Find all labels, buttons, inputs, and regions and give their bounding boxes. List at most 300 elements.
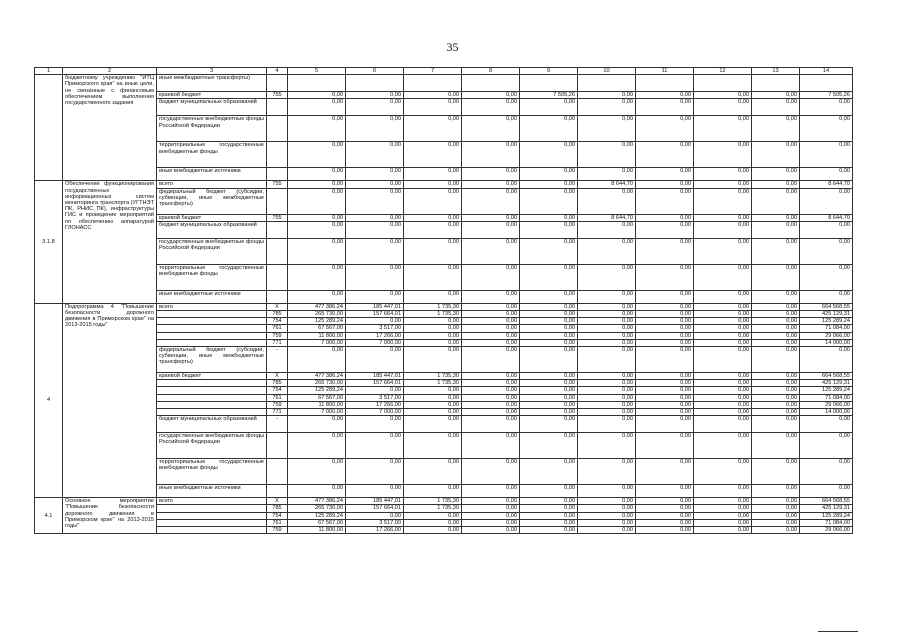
table-row (35, 332, 853, 339)
value-cell: 0,00 (636, 99, 694, 116)
table-row (35, 290, 853, 303)
value-cell: 664 568,55 (800, 373, 853, 380)
funding-source (157, 527, 267, 534)
value-cell: 0,00 (578, 347, 636, 373)
budget-code: - (267, 416, 288, 433)
header-cell: 8 (462, 68, 520, 75)
header-cell: 4 (267, 68, 288, 75)
value-cell: 0,00 (404, 238, 462, 264)
value-cell: 0,00 (462, 264, 520, 290)
value-cell: 125 289,24 (800, 387, 853, 394)
funding-source: краевой бюджет (157, 92, 267, 99)
budget-code: X (267, 373, 288, 380)
value-cell: 0,00 (462, 221, 520, 238)
value-cell: 0,00 (346, 387, 404, 394)
value-cell: 125 289,24 (288, 512, 346, 519)
value-cell: 0,00 (578, 401, 636, 408)
value-cell: 425 129,31 (800, 380, 853, 387)
value-cell: 0,00 (636, 214, 694, 221)
value-cell: 0,00 (404, 318, 462, 325)
value-cell: 125 289,24 (288, 387, 346, 394)
value-cell: 0,00 (636, 142, 694, 168)
value-cell: 0,00 (462, 168, 520, 181)
budget-code (267, 459, 288, 485)
value-cell: 0,00 (346, 416, 404, 433)
value-cell: 0,00 (694, 512, 752, 519)
header-cell: 6 (346, 68, 404, 75)
value-cell: 0,00 (578, 409, 636, 416)
funding-source (157, 519, 267, 526)
value-cell: 0,00 (288, 181, 346, 188)
value-cell: 7 000,00 (288, 409, 346, 416)
value-cell: 0,00 (800, 290, 853, 303)
value-cell: 0,00 (404, 290, 462, 303)
value-cell: 0,00 (520, 416, 578, 433)
value-cell: 11 800,00 (288, 401, 346, 408)
table-row (35, 387, 853, 394)
value-cell: 0,00 (346, 116, 404, 142)
table-row (35, 347, 853, 373)
value-cell: 0,00 (636, 485, 694, 498)
value-cell: 0,00 (752, 290, 800, 303)
value-cell: 0,00 (694, 387, 752, 394)
value-cell: 71 084,00 (800, 394, 853, 401)
budget-code: 761 (267, 325, 288, 332)
value-cell: 0,00 (346, 221, 404, 238)
table-row (35, 485, 853, 498)
value-cell: 0,00 (752, 92, 800, 99)
header-cell: 9 (520, 68, 578, 75)
funding-source: бюджет муниципальных образований (157, 99, 267, 116)
value-cell: 0,00 (404, 92, 462, 99)
value-cell: 0,00 (800, 416, 853, 433)
value-cell: 0,00 (578, 92, 636, 99)
row-number (35, 75, 63, 181)
measure-name: Основное мероприятие "Повышение безопасности дорожного движения в Приморском крае" на 2013-2015 годы" (63, 498, 157, 534)
header-cell: 12 (694, 68, 752, 75)
value-cell: 0,00 (404, 433, 462, 459)
value-cell: 0,00 (752, 519, 800, 526)
value-cell: 0,00 (636, 401, 694, 408)
value-cell: 0,00 (404, 325, 462, 332)
value-cell: 0,00 (636, 394, 694, 401)
value-cell: 0,00 (752, 116, 800, 142)
budget-code: 761 (267, 394, 288, 401)
value-cell: 0,00 (404, 142, 462, 168)
value-cell: 0,00 (578, 512, 636, 519)
value-cell: 0,00 (404, 168, 462, 181)
table-row (35, 380, 853, 387)
value-cell: 0,00 (578, 394, 636, 401)
value-cell: 0,00 (288, 347, 346, 373)
value-cell: 0,00 (694, 380, 752, 387)
value-cell: 0,00 (462, 401, 520, 408)
value-cell: 0,00 (288, 92, 346, 99)
value-cell: 0,00 (636, 168, 694, 181)
value-cell: 0,00 (346, 459, 404, 485)
value-cell: 0,00 (520, 347, 578, 373)
value-cell: 8 644,70 (578, 181, 636, 188)
funding-source (157, 332, 267, 339)
value-cell: 0,00 (346, 318, 404, 325)
budget-code: 754 (267, 512, 288, 519)
value-cell: 0,00 (752, 318, 800, 325)
value-cell: 0,00 (520, 512, 578, 519)
value-cell: 0,00 (636, 433, 694, 459)
value-cell: 0,00 (694, 394, 752, 401)
value-cell: 0,00 (636, 318, 694, 325)
value-cell: 3 517,00 (346, 519, 404, 526)
value-cell: 0,00 (462, 99, 520, 116)
value-cell: 0,00 (752, 188, 800, 214)
value-cell: 0,00 (462, 325, 520, 332)
value-cell: 0,00 (520, 339, 578, 346)
value-cell: 0,00 (462, 290, 520, 303)
value-cell: 0,00 (694, 347, 752, 373)
value-cell: 0,00 (288, 142, 346, 168)
value-cell: 0,00 (636, 181, 694, 188)
value-cell: 0,00 (462, 433, 520, 459)
value-cell: 664 568,55 (800, 498, 853, 505)
value-cell: 0,00 (578, 527, 636, 534)
value-cell: 0,00 (752, 433, 800, 459)
funding-source (157, 318, 267, 325)
table-row (35, 325, 853, 332)
value-cell: 0,00 (694, 519, 752, 526)
value-cell: 125 289,24 (800, 512, 853, 519)
funding-source: всего (157, 498, 267, 505)
value-cell: 0,00 (578, 318, 636, 325)
header-cell: 14 (800, 68, 853, 75)
budget-code (267, 116, 288, 142)
value-cell: 71 084,00 (800, 519, 853, 526)
value-cell: 0,00 (694, 505, 752, 512)
value-cell: 3 517,00 (346, 394, 404, 401)
row-number: 3.1.8 (35, 181, 63, 303)
value-cell: 0,00 (752, 332, 800, 339)
value-cell: 0,00 (752, 181, 800, 188)
funding-source (157, 512, 267, 519)
value-cell: 17 266,00 (346, 332, 404, 339)
value-cell: 0,00 (636, 459, 694, 485)
value-cell: 0,00 (346, 92, 404, 99)
value-cell: 0,00 (462, 142, 520, 168)
budget-code (267, 485, 288, 498)
value-cell (462, 75, 520, 92)
value-cell: 0,00 (694, 433, 752, 459)
value-cell: 0,00 (520, 142, 578, 168)
value-cell: 0,00 (694, 238, 752, 264)
value-cell: 0,00 (636, 188, 694, 214)
value-cell: 0,00 (694, 116, 752, 142)
value-cell: 0,00 (404, 387, 462, 394)
table-row (35, 416, 853, 433)
value-cell: 0,00 (636, 325, 694, 332)
value-cell: 0,00 (752, 401, 800, 408)
value-cell: 0,00 (694, 188, 752, 214)
value-cell: 0,00 (752, 498, 800, 505)
value-cell: 0,00 (636, 409, 694, 416)
value-cell: 17 266,00 (346, 527, 404, 534)
value-cell: 0,00 (520, 394, 578, 401)
value-cell: 0,00 (404, 264, 462, 290)
value-cell: 0,00 (694, 290, 752, 303)
funding-source: всего (157, 303, 267, 310)
value-cell: 265 730,00 (288, 311, 346, 318)
value-cell: 0,00 (578, 459, 636, 485)
value-cell: 0,00 (636, 264, 694, 290)
value-cell: 0,00 (636, 373, 694, 380)
value-cell: 0,00 (520, 116, 578, 142)
value-cell: 0,00 (520, 527, 578, 534)
budget-code (267, 264, 288, 290)
value-cell: 0,00 (578, 519, 636, 526)
value-cell: 0,00 (346, 238, 404, 264)
table-row (35, 373, 853, 380)
table-row (35, 181, 853, 188)
table-row (35, 221, 853, 238)
value-cell: 265 730,00 (288, 505, 346, 512)
value-cell: 477 386,24 (288, 373, 346, 380)
value-cell: 0,00 (404, 416, 462, 433)
value-cell: 0,00 (694, 168, 752, 181)
value-cell: 0,00 (578, 168, 636, 181)
value-cell: 0,00 (578, 142, 636, 168)
budget-code: 754 (267, 318, 288, 325)
value-cell: 0,00 (694, 498, 752, 505)
table-row (35, 339, 853, 346)
table-row (35, 311, 853, 318)
value-cell: 0,00 (752, 221, 800, 238)
page-number: 35 (446, 40, 459, 54)
value-cell: 0,00 (462, 409, 520, 416)
value-cell: 0,00 (752, 264, 800, 290)
budget-code (267, 221, 288, 238)
value-cell: 29 066,00 (800, 527, 853, 534)
budget-code: 759 (267, 527, 288, 534)
value-cell: 7 505,26 (520, 92, 578, 99)
value-cell: 157 664,01 (346, 380, 404, 387)
value-cell: 0,00 (752, 311, 800, 318)
table-row (35, 505, 853, 512)
value-cell: 0,00 (752, 380, 800, 387)
value-cell: 8 644,70 (800, 181, 853, 188)
value-cell: 265 730,00 (288, 380, 346, 387)
value-cell (288, 75, 346, 92)
value-cell: 0,00 (462, 505, 520, 512)
funding-source: краевой бюджет (157, 214, 267, 221)
value-cell: 0,00 (520, 168, 578, 181)
funding-source: государственные внебюджетные фонды Российской Федерации (157, 238, 267, 264)
value-cell: 8 644,70 (578, 214, 636, 221)
value-cell: 185 447,01 (346, 373, 404, 380)
budget-code: 759 (267, 332, 288, 339)
value-cell: 0,00 (288, 264, 346, 290)
header-cell: 10 (578, 68, 636, 75)
budget-code: 755 (267, 181, 288, 188)
funding-source (157, 505, 267, 512)
value-cell: 0,00 (520, 303, 578, 310)
funding-source: территориальные государственные внебюджетные фонды (157, 142, 267, 168)
budget-code: 761 (267, 519, 288, 526)
value-cell: 0,00 (404, 459, 462, 485)
value-cell: 0,00 (636, 221, 694, 238)
funding-source (157, 339, 267, 346)
value-cell: 0,00 (752, 373, 800, 380)
header-cell: 7 (404, 68, 462, 75)
budget-code (267, 188, 288, 214)
value-cell: 157 664,01 (346, 505, 404, 512)
value-cell: 0,00 (694, 332, 752, 339)
value-cell: 0,00 (636, 238, 694, 264)
funding-source (157, 409, 267, 416)
value-cell: 0,00 (578, 380, 636, 387)
value-cell: 0,00 (288, 433, 346, 459)
value-cell: 7 000,00 (346, 339, 404, 346)
value-cell: 0,00 (752, 409, 800, 416)
value-cell: 0,00 (752, 527, 800, 534)
value-cell: 0,00 (636, 527, 694, 534)
value-cell: 0,00 (462, 311, 520, 318)
value-cell: 0,00 (520, 409, 578, 416)
table-row (35, 116, 853, 142)
value-cell: 0,00 (578, 332, 636, 339)
table-row (35, 409, 853, 416)
value-cell (636, 75, 694, 92)
value-cell: 0,00 (694, 409, 752, 416)
value-cell: 0,00 (462, 373, 520, 380)
value-cell: 0,00 (752, 99, 800, 116)
value-cell: 0,00 (288, 214, 346, 221)
value-cell: 1 735,30 (404, 505, 462, 512)
funding-source: государственные внебюджетные фонды Российской Федерации (157, 116, 267, 142)
value-cell: 0,00 (288, 168, 346, 181)
budget-code: X (267, 498, 288, 505)
value-cell: 0,00 (694, 339, 752, 346)
value-cell: 0,00 (520, 181, 578, 188)
value-cell: 0,00 (694, 311, 752, 318)
value-cell: 0,00 (288, 485, 346, 498)
value-cell: 1 735,30 (404, 311, 462, 318)
value-cell: 0,00 (404, 519, 462, 526)
value-cell: 0,00 (694, 373, 752, 380)
funding-source: государственные внебюджетные фонды Российской Федерации (157, 433, 267, 459)
budget-code: 754 (267, 387, 288, 394)
funding-source: бюджет муниципальных образований (157, 416, 267, 433)
value-cell: 0,00 (694, 99, 752, 116)
value-cell: 3 517,00 (346, 325, 404, 332)
value-cell: 0,00 (346, 188, 404, 214)
value-cell: 0,00 (636, 311, 694, 318)
value-cell: 0,00 (462, 238, 520, 264)
value-cell: 0,00 (520, 325, 578, 332)
value-cell: 0,00 (404, 409, 462, 416)
measure-name: Обеспечение функционирования государственных информационных систем мониторинга транспорта (УГТНЭТ ПК, РНИС ПК), инфраструктуры ГИС и проведение мероприятий по обеспечению аппаратурой ГЛОНАСС (63, 181, 157, 303)
measure-name: бюджетному учреждению "ИТЦ Приморского края" на иные цели, не связанные с финансовым обеспечением выполнения государственного задания (63, 75, 157, 181)
value-cell (578, 75, 636, 92)
value-cell: 0,00 (520, 373, 578, 380)
value-cell: 1 735,30 (404, 498, 462, 505)
budget-code (267, 433, 288, 459)
value-cell: 477 386,24 (288, 303, 346, 310)
header-cell: 3 (157, 68, 267, 75)
value-cell: 0,00 (520, 505, 578, 512)
value-cell: 14 000,00 (800, 409, 853, 416)
funding-source (157, 387, 267, 394)
value-cell: 0,00 (694, 181, 752, 188)
header-cell: 11 (636, 68, 694, 75)
value-cell: 67 567,00 (288, 325, 346, 332)
value-cell: 0,00 (520, 433, 578, 459)
budget-code: 785 (267, 505, 288, 512)
value-cell: 125 289,24 (800, 318, 853, 325)
value-cell: 0,00 (520, 99, 578, 116)
value-cell: 0,00 (800, 264, 853, 290)
value-cell: 0,00 (578, 387, 636, 394)
header-cell: 13 (752, 68, 800, 75)
value-cell: 0,00 (636, 380, 694, 387)
value-cell: 0,00 (404, 221, 462, 238)
measure-name: Подпрограмма 4 "Повышение безопасности дорожного движения в Приморском крае" на 2013-2015 годы" (63, 303, 157, 497)
value-cell: 0,00 (578, 99, 636, 116)
value-cell: 0,00 (752, 303, 800, 310)
value-cell: 0,00 (346, 181, 404, 188)
value-cell: 0,00 (752, 325, 800, 332)
table-row (35, 498, 853, 505)
value-cell: 0,00 (636, 498, 694, 505)
value-cell: 0,00 (636, 290, 694, 303)
value-cell: 0,00 (636, 116, 694, 142)
value-cell: 0,00 (520, 264, 578, 290)
value-cell: 0,00 (462, 339, 520, 346)
funding-source: иные внебюджетные источники (157, 290, 267, 303)
value-cell: 0,00 (462, 332, 520, 339)
budget-code (267, 290, 288, 303)
budget-code: X (267, 303, 288, 310)
value-cell: 0,00 (752, 485, 800, 498)
value-cell: 0,00 (752, 142, 800, 168)
value-cell: 7 000,00 (346, 409, 404, 416)
value-cell: 0,00 (752, 394, 800, 401)
value-cell: 0,00 (346, 264, 404, 290)
value-cell: 0,00 (636, 339, 694, 346)
funding-source: краевой бюджет (157, 373, 267, 380)
value-cell: 0,00 (636, 387, 694, 394)
value-cell: 67 567,00 (288, 519, 346, 526)
value-cell: 0,00 (694, 325, 752, 332)
budget-code: 759 (267, 401, 288, 408)
value-cell: 0,00 (346, 347, 404, 373)
value-cell: 0,00 (462, 92, 520, 99)
value-cell: 0,00 (636, 303, 694, 310)
value-cell: 0,00 (694, 214, 752, 221)
value-cell: 0,00 (752, 505, 800, 512)
table-row (35, 99, 853, 116)
budget-code: 785 (267, 380, 288, 387)
value-cell: 0,00 (694, 318, 752, 325)
value-cell: 0,00 (346, 290, 404, 303)
value-cell: 0,00 (462, 519, 520, 526)
value-cell (694, 75, 752, 92)
value-cell: 7 505,26 (800, 92, 853, 99)
header-cell: 5 (288, 68, 346, 75)
table-row (35, 75, 853, 92)
header-row (35, 68, 853, 75)
budget-code: 785 (267, 311, 288, 318)
value-cell: 0,00 (578, 498, 636, 505)
value-cell: 0,00 (578, 264, 636, 290)
value-cell: 0,00 (752, 339, 800, 346)
